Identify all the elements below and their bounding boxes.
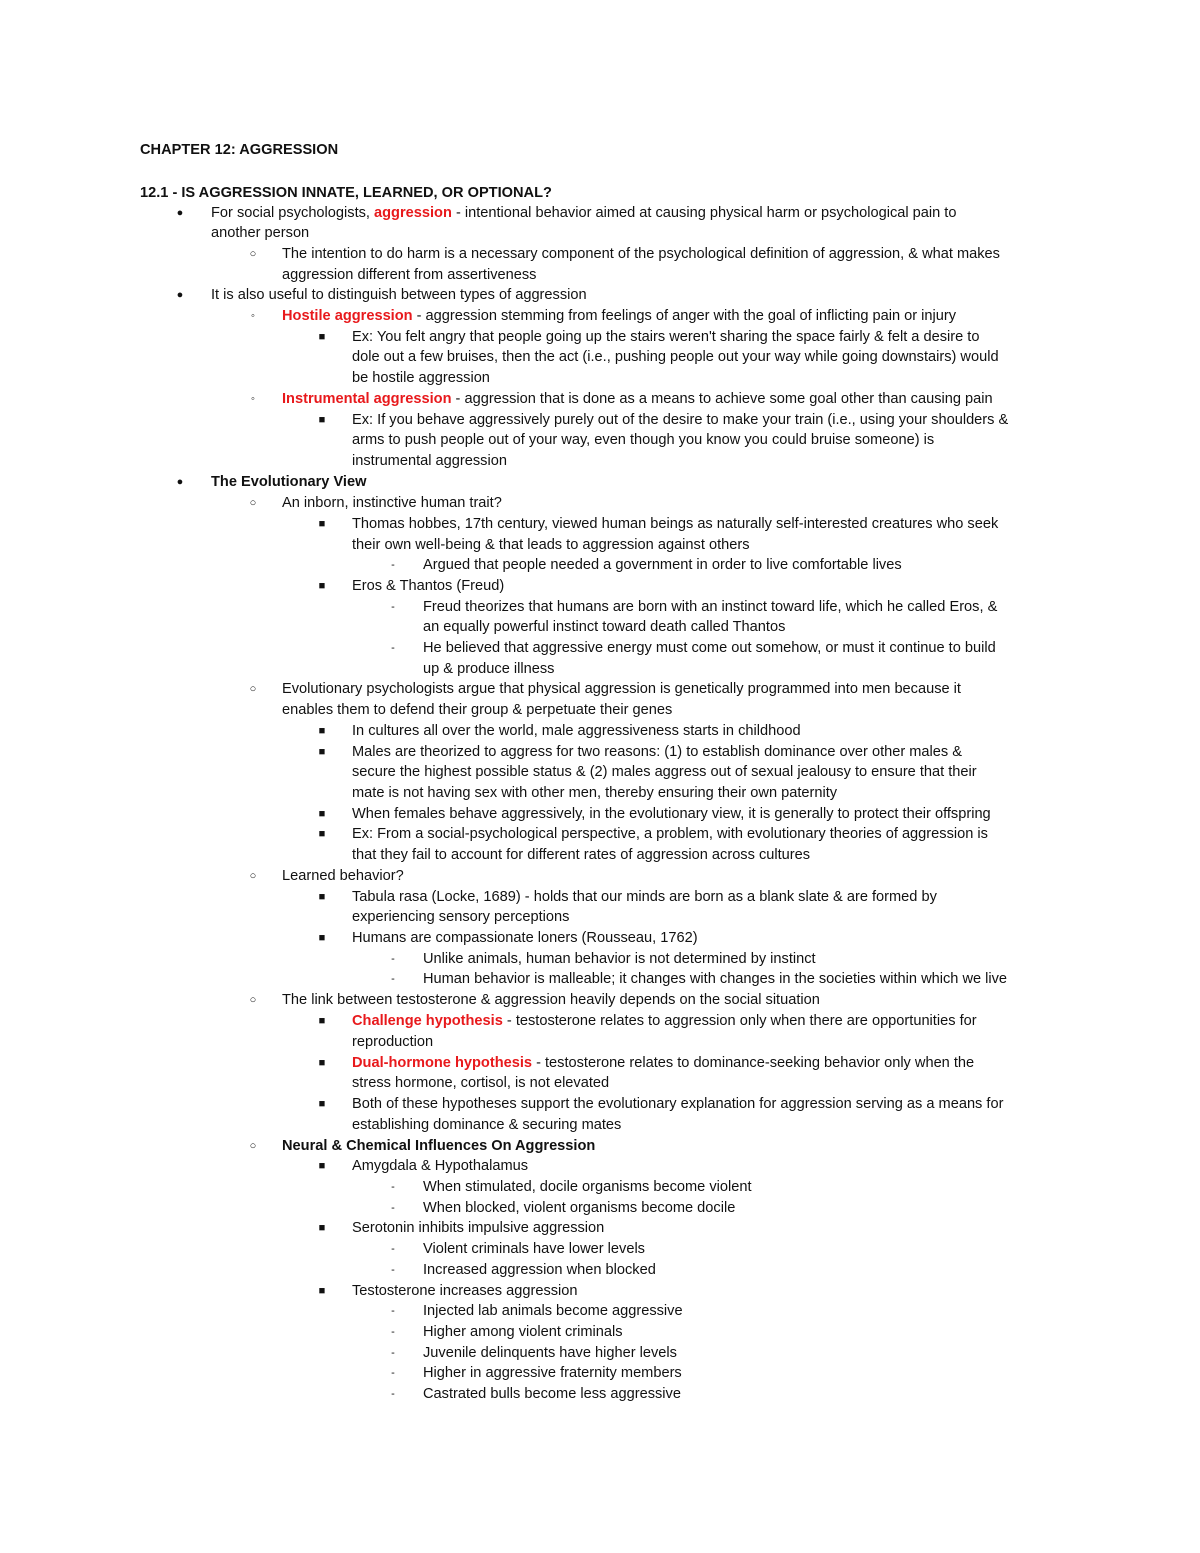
list-item-continuation: arms to push people out of your way, even though you know you could bruise someone) is (352, 432, 935, 448)
list-item: Ex: From a social-psychological perspective, a problem, with evolutionary theories of aggression is (352, 826, 988, 842)
term-dual-hormone-hypothesis: Dual-hormone hypothesis (352, 1055, 533, 1071)
list-item: Eros & Thantos (Freud) (352, 578, 505, 594)
list-item: Juvenile delinquents have higher levels (423, 1345, 677, 1361)
list-item: Testosterone increases aggression (352, 1283, 578, 1299)
bullet-square-icon: ■ (318, 414, 326, 426)
list-item: Freud theorizes that humans are born with an instinct toward life, which he called Eros, & (423, 599, 998, 615)
list-item: Increased aggression when blocked (423, 1262, 656, 1278)
bullet-square-icon: ■ (318, 331, 326, 343)
bullet-square-icon: ■ (318, 580, 326, 592)
list-item: Males are theorized to aggress for two reasons: (1) to establish dominance over other males & (352, 744, 962, 760)
list-item-continuation: stress hormone, cortisol, is not elevated (352, 1075, 610, 1091)
list-item-continuation: secure the highest possible status & (2) males aggress out of sexual jealousy to ensure that their (352, 764, 977, 780)
bullet-square-icon: ■ (318, 828, 326, 840)
list-item: Humans are compassionate loners (Rousseau, 1762) (352, 930, 698, 946)
term-aggression: aggression (374, 205, 452, 221)
list-item: Unlike animals, human behavior is not determined by instinct (423, 951, 816, 967)
bullet-square-icon: ■ (318, 1285, 326, 1297)
list-item: When females behave aggressively, in the evolutionary view, it is generally to protect their offspring (352, 806, 991, 822)
list-item: Injected lab animals become aggressive (423, 1303, 683, 1319)
list-item: An inborn, instinctive human trait? (282, 495, 502, 511)
list-item: Violent criminals have lower levels (423, 1241, 645, 1257)
bullet-dash-icon: - (391, 559, 395, 571)
bullet-dash-icon: - (391, 1305, 395, 1317)
bullet-dash-icon: - (391, 1243, 395, 1255)
list-item-continuation: aggression different from assertiveness (282, 267, 537, 283)
list-item: Both of these hypotheses support the evolutionary explanation for aggression serving as a means for (352, 1096, 1004, 1112)
list-item: He believed that aggressive energy must come out somehow, or must it continue to build (423, 640, 996, 656)
list-item: Human behavior is malleable; it changes with changes in the societies within which we live (423, 971, 1008, 987)
bullet-square-icon: ■ (318, 518, 326, 530)
list-item-continuation: that they fail to account for different rates of aggression across cultures (352, 847, 811, 863)
list-item-continuation: mate is not having sex with other men, thereby ensuring their own paternity (352, 785, 838, 801)
bullet-circle-icon: ○ (249, 248, 257, 260)
list-item: Ex: You felt angry that people going up the stairs weren't sharing the space fairly & felt a desire to (352, 329, 980, 345)
bullet-square-icon: ■ (318, 1222, 326, 1234)
bullet-dash-icon: - (391, 1202, 395, 1214)
bullet-dash-icon: - (391, 1347, 395, 1359)
bullet-square-icon: ■ (318, 1160, 326, 1172)
bullet-circle-icon: ○ (249, 994, 257, 1006)
list-item: Higher in aggressive fraternity members (423, 1365, 682, 1381)
list-item: Ex: If you behave aggressively purely out of the desire to make your train (i.e., using your shoulders & (352, 412, 1009, 428)
list-item-continuation: reproduction (352, 1034, 434, 1050)
list-item: Argued that people needed a government in order to live comfortable lives (423, 557, 902, 573)
list-item-continuation: be hostile aggression (352, 370, 490, 386)
bullet-circle-icon: ○ (249, 497, 257, 509)
list-item-continuation: experiencing sensory perceptions (352, 909, 570, 925)
bullet-dash-icon: - (391, 601, 395, 613)
bullet-dash-icon: - (391, 973, 395, 985)
chapter-title: CHAPTER 12: AGGRESSION (140, 142, 339, 158)
list-item: Evolutionary psychologists argue that physical aggression is genetically programmed into men because it (282, 681, 961, 697)
list-item-continuation: another person (211, 225, 310, 241)
bullet-dash-icon: - (391, 1367, 395, 1379)
list-item: In cultures all over the world, male aggressiveness starts in childhood (352, 723, 801, 739)
bullet-disc-icon: ● (176, 476, 184, 488)
list-item: Serotonin inhibits impulsive aggression (352, 1220, 605, 1236)
list-item-continuation: instrumental aggression (352, 453, 507, 469)
bullet-square-icon: ■ (318, 1015, 326, 1027)
list-item: Thomas hobbes, 17th century, viewed human beings as naturally self-interested creatures who seek (352, 516, 999, 532)
bullet-disc-icon: ● (176, 289, 184, 301)
list-item: Castrated bulls become less aggressive (423, 1386, 681, 1402)
bullet-square-icon: ■ (318, 1057, 326, 1069)
list-item: Tabula rasa (Locke, 1689) - holds that our minds are born as a blank slate & are formed by (352, 889, 937, 905)
list-item-continuation: establishing dominance & securing mates (352, 1117, 622, 1133)
bullet-dash-icon: - (391, 642, 395, 654)
bullet-square-icon: ■ (318, 932, 326, 944)
term-instrumental-aggression: Instrumental aggression (282, 391, 452, 407)
bullet-circle-icon: ○ (249, 683, 257, 695)
list-item: Hostile aggression - aggression stemming from feelings of anger with the goal of inflicting pain or injury (282, 308, 957, 324)
list-item-continuation: an equally powerful instinct toward death called Thantos (423, 619, 786, 635)
section-heading: 12.1 - IS AGGRESSION INNATE, LEARNED, OR OPTIONAL? (140, 185, 552, 201)
list-item-continuation: dole out a few bruises, then the act (i.e., pushing people out your way while going downstairs) would (352, 349, 999, 365)
bullet-circle-icon: ◦ (251, 393, 255, 405)
list-item-continuation: up & produce illness (423, 661, 555, 677)
bullet-dash-icon: - (391, 1264, 395, 1276)
list-item: Learned behavior? (282, 868, 404, 884)
list-item: When blocked, violent organisms become docile (423, 1200, 736, 1216)
bullet-dash-icon: - (391, 1326, 395, 1338)
bullet-dash-icon: - (391, 1181, 395, 1193)
bullet-dash-icon: - (391, 1388, 395, 1400)
list-item: Dual-hormone hypothesis - testosterone relates to dominance-seeking behavior only when the (352, 1055, 975, 1071)
bullet-dash-icon: - (391, 953, 395, 965)
bullet-square-icon: ■ (318, 725, 326, 737)
subheading-evolutionary-view: The Evolutionary View (211, 474, 367, 490)
bullet-circle-icon: ○ (249, 1140, 257, 1152)
list-item: The intention to do harm is a necessary component of the psychological definition of aggression, & what makes (282, 246, 1000, 262)
list-item: Instrumental aggression - aggression that is done as a means to achieve some goal other than causing pain (282, 391, 993, 407)
bullet-disc-icon: ● (176, 207, 184, 219)
bullet-circle-icon: ○ (249, 870, 257, 882)
list-item: When stimulated, docile organisms become violent (423, 1179, 752, 1195)
bullet-square-icon: ■ (318, 1098, 326, 1110)
bullet-square-icon: ■ (318, 891, 326, 903)
list-item: The link between testosterone & aggression heavily depends on the social situation (282, 992, 820, 1008)
list-item-continuation: enables them to defend their group & perpetuate their genes (282, 702, 673, 718)
subheading-neural-chemical: Neural & Chemical Influences On Aggression (282, 1138, 596, 1154)
term-challenge-hypothesis: Challenge hypothesis (352, 1013, 503, 1029)
list-item: For social psychologists, aggression - intentional behavior aimed at causing physical harm or psychological pain to (211, 205, 957, 221)
list-item: Amygdala & Hypothalamus (352, 1158, 529, 1174)
bullet-square-icon: ■ (318, 808, 326, 820)
list-item: Higher among violent criminals (423, 1324, 623, 1340)
list-item: It is also useful to distinguish between types of aggression (211, 287, 587, 303)
term-hostile-aggression: Hostile aggression (282, 308, 413, 324)
bullet-square-icon: ■ (318, 746, 326, 758)
list-item-continuation: their own well-being & that leads to aggression against others (352, 537, 750, 553)
bullet-circle-icon: ◦ (251, 310, 255, 322)
list-item: Challenge hypothesis - testosterone relates to aggression only when there are opportunities for (352, 1013, 977, 1029)
